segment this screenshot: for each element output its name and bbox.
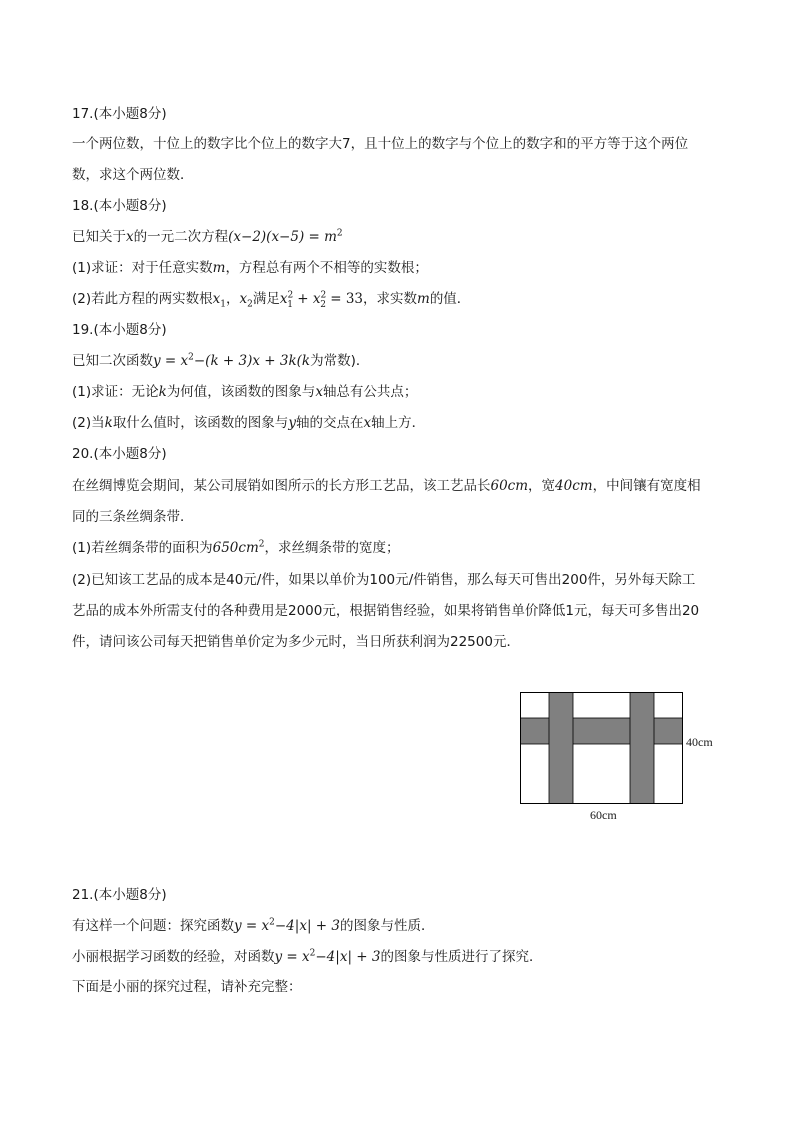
problem-20-part2-line1: (2)已知该工艺品的成本是40元/件，如果以单价为100元/件销售，那么每天可售出200件，另外每天除工 <box>72 572 696 588</box>
problem-20-header: 20.(本小题8分) <box>72 446 167 462</box>
problem-17-text-line1: 一个两位数，十位上的数字比个位上的数字大7，且十位上的数字与个位上的数字和的平方等于这个两位 <box>72 136 689 152</box>
problem-21-text-line2: 小丽根据学习函数的经验，对函数$y = x^2-4|x| + 3$的图象与性质进行了探究． <box>72 948 543 965</box>
problem-20-text-line2: 同的三条丝绸条带． <box>72 509 194 525</box>
problem-19-header: 19.(本小题8分) <box>72 322 167 338</box>
problem-21-text-line1: 有这样一个问题：探究函数$y = x^2-4|x| + 3$的图象与性质． <box>72 917 435 934</box>
silk-strip-diagram <box>520 692 684 805</box>
vertical-strip-left <box>549 693 573 804</box>
problem-18-intro: 已知关于x的一元二次方程$(x-2)(x-5) = m^2$ <box>72 228 343 245</box>
problem-20-part2-line2: 艺品的成本外所需支付的各种费用是2000元，根据销售经验，如果将销售单价降低1元，每天可多售出20 <box>72 603 700 619</box>
silk-strip-figure <box>520 692 684 805</box>
problem-21-text-line3: 下面是小丽的探究过程，请补充完整： <box>72 979 302 995</box>
horizontal-strip <box>521 718 683 744</box>
problem-18-header: 18.(本小题8分) <box>72 198 167 214</box>
problem-20-part2-line3: 件，请问该公司每天把销售单价定为多少元时，当日所获利润为22500元． <box>72 634 520 650</box>
artwork-outline <box>521 693 683 804</box>
figure-height-label: 40cm <box>686 735 713 749</box>
figure-width-label: 60cm <box>590 808 617 822</box>
problem-20-part1: (1)若丝绸条带的面积为$650cm^2$，求丝绸条带的宽度； <box>72 539 400 556</box>
vertical-strip-right <box>630 693 654 804</box>
problem-19-part2: (2)当k取什么值时，该函数的图象与y轴的交点在x轴上方． <box>72 415 426 431</box>
problem-17-header: 17.(本小题8分) <box>72 106 167 122</box>
problem-17-text-line2: 数，求这个两位数． <box>72 167 194 183</box>
problem-18-part2: (2)若此方程的两实数根$x_1$，$x_2$满足$x^2_1 + x^2_2 = 33$，求实数m的值． <box>72 290 471 310</box>
problem-20-text-line1: 在丝绸博览会期间，某公司展销如图所示的长方形工艺品，该工艺品长60cm，宽40cm，中间镶有宽度相 <box>72 478 701 494</box>
problem-19-part1: (1)求证：无论k为何值，该函数的图象与x轴总有公共点； <box>72 384 418 400</box>
problem-18-part1: (1)求证：对于任意实数m，方程总有两个不相等的实数根； <box>72 260 428 276</box>
problem-21-header: 21.(本小题8分) <box>72 887 167 903</box>
problem-19-intro: 已知二次函数$y = x^2-(k + 3)x + 3k(k$为常数)． <box>72 352 370 369</box>
